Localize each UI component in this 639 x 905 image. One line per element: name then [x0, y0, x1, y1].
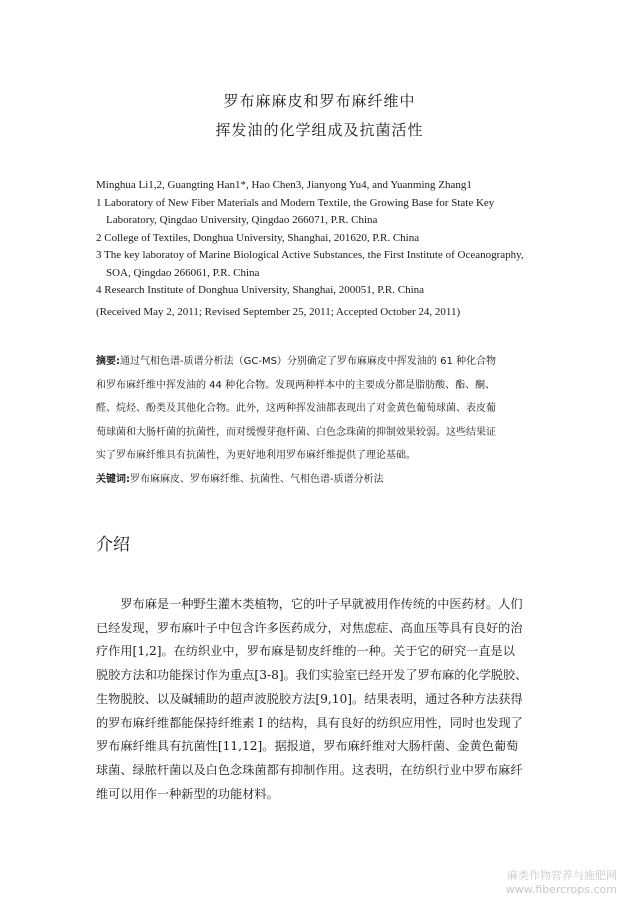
body-line-7: 罗布麻纤维具有抗菌性[11,12]。据报道，罗布麻纤维对大肠杆菌、金黄色葡萄: [96, 739, 519, 754]
body-line-3: 疗作用[1,2]。在纺织业中，罗布麻是韧皮纤维的一种。关于它的研究一直是以: [96, 644, 515, 659]
affiliation-3: 3 The key laboratoy of Marine Biological Active Substances, the First Institute of Oceanography,: [96, 249, 524, 261]
body-line-4: 脱胶方法和功能探讨作为重点[3-8]。我们实验室已经开发了罗布麻的化学脱胶、: [96, 668, 528, 683]
intro-paragraph: [96, 593, 556, 806]
watermark-name: 麻类作物营养与施肥网: [507, 869, 617, 882]
keywords-text: 罗布麻麻皮、罗布麻纤维、抗菌性、气相色谱-质谱分析法: [130, 473, 384, 485]
keywords-line: [96, 468, 548, 492]
abstract-block: [96, 350, 548, 491]
body-line-8: 球菌、绿脓杆菌以及白色念珠菌都有抑制作用。这表明，在纺织行业中罗布麻纤: [96, 762, 523, 777]
keywords-label: 关键词:: [96, 473, 130, 485]
paper-title-line-1: 罗布麻麻皮和罗布麻纤维中: [223, 92, 416, 110]
affiliation-3-cont: SOA, Qingdao 266061, P.R. China: [106, 266, 260, 279]
author-list: Minghua Li1,2, Guangting Han1*, Hao Chen3, Jianyong Yu4, and Yuanming Zhang1: [96, 179, 472, 191]
abstract-line-2: 和罗布麻纤维中挥发油的 44 种化合物。发现两种样本中的主要成分都是脂肪酸、酯、酮、: [96, 379, 496, 391]
body-line-6: 的罗布麻纤维都能保持纤维素 I 的结构，具有良好的纺织应用性，同时也发现了: [96, 715, 523, 730]
affiliation-2: 2 College of Textiles, Donghua University, Shanghai, 201620, P.R. China: [96, 231, 420, 244]
abstract-text: 通过气相色谱-质谱分析法（GC-MS）分别确定了罗布麻麻皮中挥发油的 61 种化合物: [120, 356, 497, 367]
received-dates: (Received May 2, 2011; Revised September 25, 2011; Accepted October 24, 2011): [96, 305, 461, 318]
body-line-1: 罗布麻是一种野生灌木类植物，它的叶子早就被用作传统的中医药材。人们: [96, 597, 523, 611]
author-block: [96, 177, 556, 321]
abstract-line-1: [96, 350, 548, 374]
abstract-line-5: 实了罗布麻纤维具有抗菌性，为更好地利用罗布麻纤维提供了理论基础。: [96, 450, 416, 461]
section-heading: 介绍: [96, 535, 130, 555]
affiliation-1-cont: Laboratory, Qingdao University, Qingdao 266071, P.R. China: [106, 214, 378, 226]
paper-title-line-2: 挥发油的化学组成及抗菌活性: [215, 121, 424, 139]
abstract-line-3: 醛、烷烃、酚类及其他化合物。此外，这两种挥发油都表现出了对金黄色葡萄球菌、表皮葡: [96, 403, 496, 414]
body-line-9: 维可以用作一种新型的功能材料。: [96, 786, 279, 801]
site-watermark: [506, 869, 617, 897]
affiliation-4: 4 Research Institute of Donghua University, Shanghai, 200051, P.R. China: [96, 284, 425, 296]
affiliation-1: 1 Laboratory of New Fiber Materials and Modern Textile, the Growing Base for State Key: [96, 196, 495, 209]
abstract-line-4: 萄球菌和大肠杆菌的抗菌性，而对缓慢芽孢杆菌、白色念珠菌的抑制效果较弱。这些结果证: [96, 426, 496, 438]
body-line-2: 已经发现，罗布麻叶子中包含许多医药成分，对焦虑症、高血压等具有良好的治: [96, 620, 523, 635]
body-line-5: 生物脱胶、以及碱辅助的超声波脱胶方法[9,10]。结果表明，通过各种方法获得: [96, 691, 523, 706]
abstract-label: 摘要:: [96, 356, 120, 367]
watermark-url: www.fibercrops.com: [505, 883, 617, 896]
